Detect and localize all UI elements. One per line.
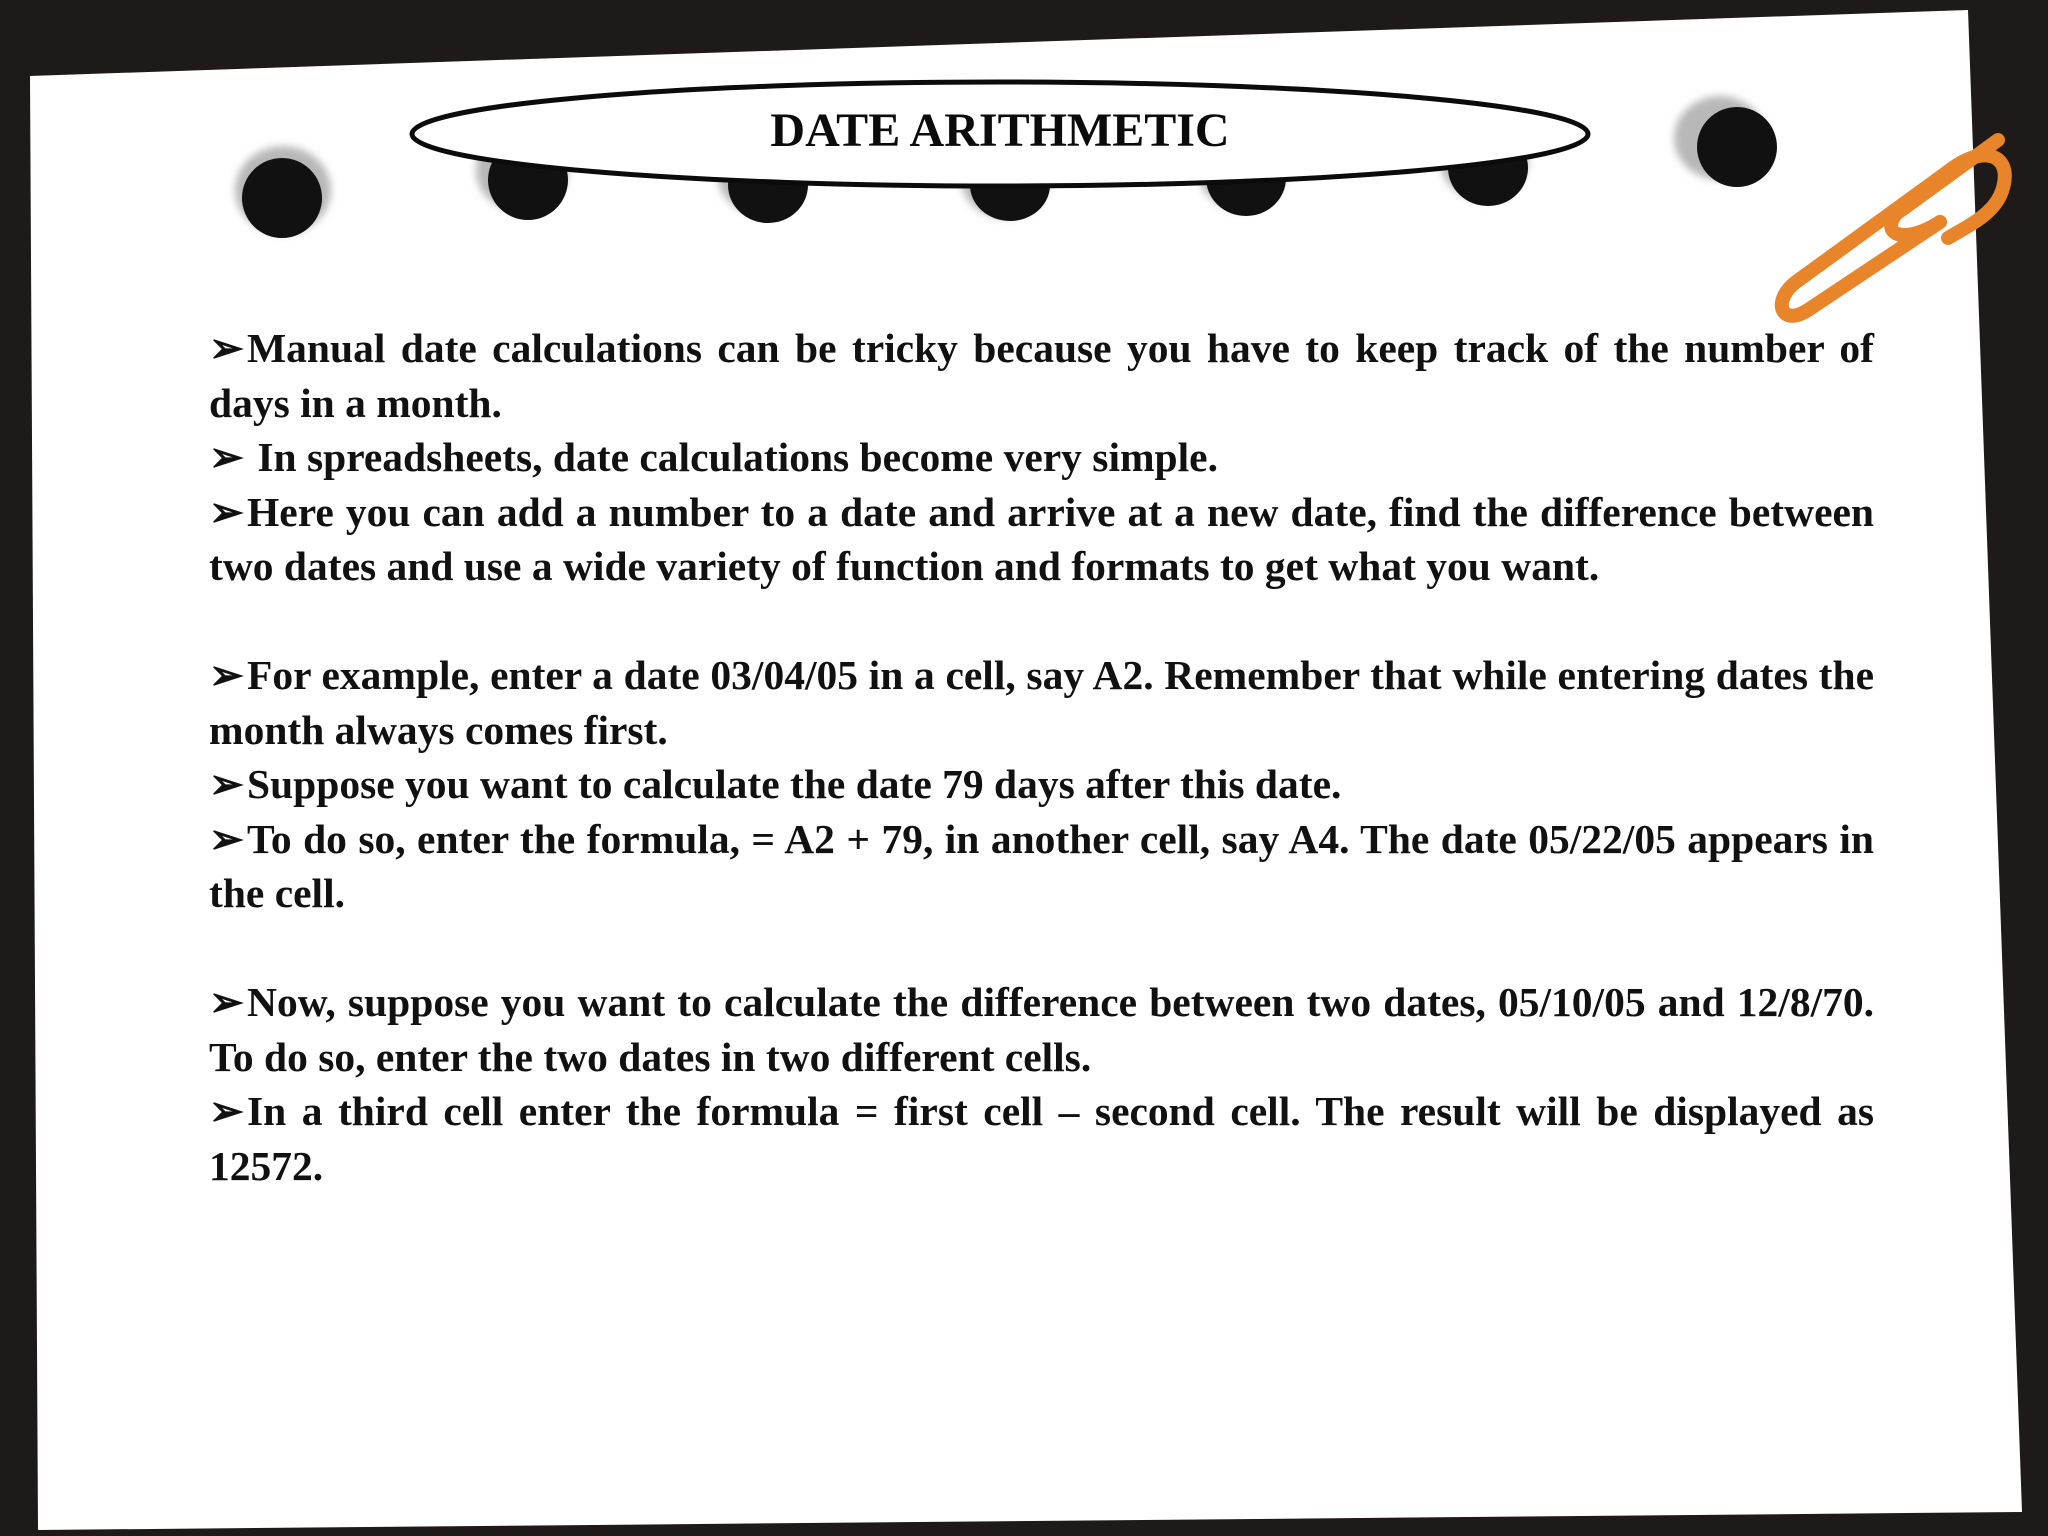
bullet-text: In a third cell enter the formula = first cell – second cell. The result will be displayed as 12572. [209,1088,1874,1189]
bullet-text: Here you can add a number to a date and arrive at a new date, find the difference between two dates and use a wide variety of function and formats to get what you want. [209,488,1874,589]
bullet-arrow-icon: ➢ [209,652,244,698]
bullet-text: For example, enter a date 03/04/05 in a cell, say A2. Remember that while entering dates the month always comes first. [209,652,1874,753]
bullet-point [209,648,1874,757]
bullet-point [209,757,1874,812]
bullet-arrow-icon: ➢ [209,434,244,480]
bullet-arrow-icon: ➢ [209,815,244,862]
bullet-point [209,1084,1874,1193]
bullet-arrow-icon: ➢ [209,761,244,807]
bullet-text: Suppose you want to calculate the date 79 days after this date. [247,761,1342,807]
bullet-arrow-icon: ➢ [209,325,244,371]
bullet-point [209,321,1874,430]
bullet-point [209,485,1874,594]
slide-body [209,321,1874,1193]
paragraph-gap [209,594,1874,649]
bullet-text: To do so, enter the formula, = A2 + 79, in another cell, say A4. The date 05/22/05 appears in the cell. [209,815,1874,916]
bullet-text: Now, suppose you want to calculate the difference between two dates, 05/10/05 and 12/8/70. To do so, enter the two dates in two different cells. [209,979,1874,1080]
bullet-arrow-icon: ➢ [209,488,244,535]
title-area [412,82,1588,186]
bullet-point [209,812,1874,921]
bullet-point [209,975,1874,1084]
slide-title: DATE ARITHMETIC [770,103,1230,157]
bullet-arrow-icon: ➢ [209,979,244,1025]
bullet-text: Manual date calculations can be tricky because you have to keep track of the number of days in a month. [209,325,1874,426]
paragraph-gap [209,921,1874,976]
bullet-point [209,430,1874,485]
bullet-text: In spreadsheets, date calculations become very simple. [247,434,1218,480]
bullet-arrow-icon: ➢ [209,1088,244,1134]
